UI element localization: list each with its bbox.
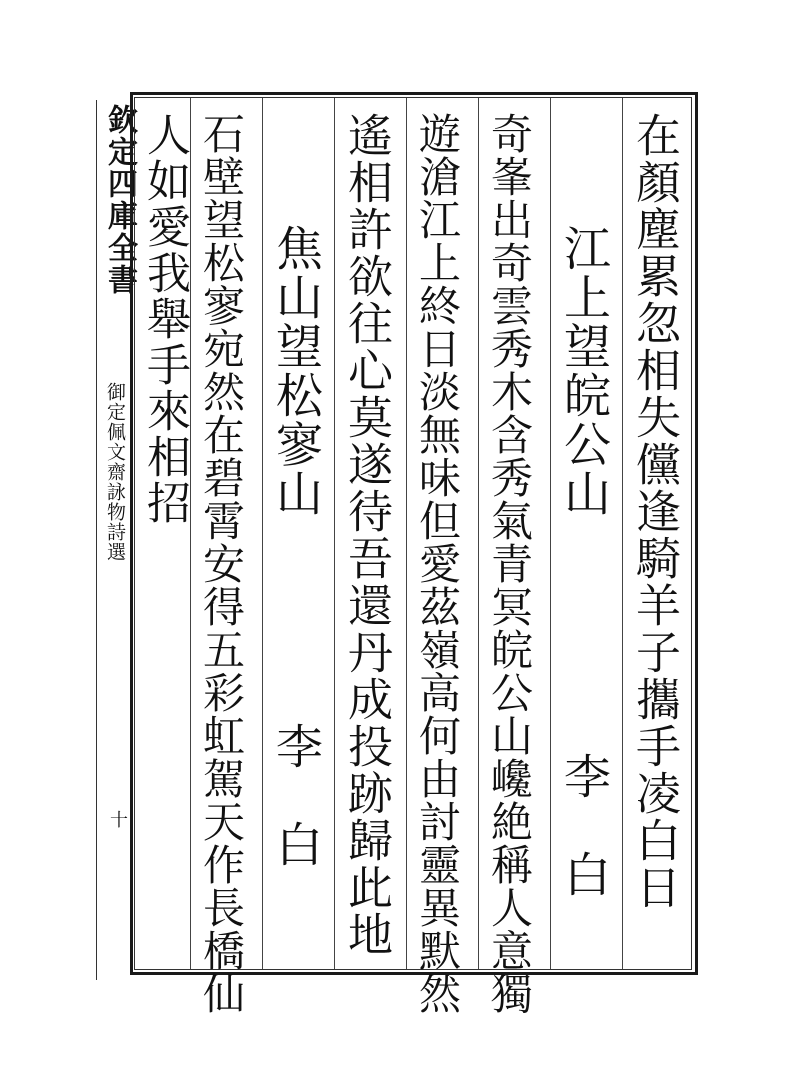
text-column-7: 石壁望松寥宛然在碧霄安得五彩虹駕天作長橋仙 [197, 112, 246, 1015]
text-column-8: 人如愛我舉手來相招 [139, 112, 190, 526]
poem-title-1: 江上望皖公山 [556, 224, 611, 518]
page-number: 十 [107, 810, 128, 828]
column-rule [334, 98, 335, 969]
book-subtitle: 御定佩文齋詠物詩選 [104, 382, 126, 562]
text-column-5: 遙相許欲往心莫遂待吾還丹成投跡歸此地 [340, 112, 393, 958]
text-column-3: 奇峯出奇雲秀木含秀氣青冥皖公山巉絶稱人意獨 [485, 112, 534, 1015]
book-title: 欽定四庫全書 [102, 104, 137, 296]
column-rule [622, 98, 623, 969]
poem-author-1: 李 白 [556, 752, 611, 899]
column-rule [406, 98, 407, 969]
poem-title-2: 焦山望松寥山 [268, 224, 323, 518]
column-rule [262, 98, 263, 969]
column-rule [478, 98, 479, 969]
column-rule [190, 98, 191, 969]
poem-author-2: 李 白 [268, 722, 323, 869]
text-column-4: 遊滄江上終日淡無味但愛茲嶺高何由討靈異默然 [413, 112, 462, 1015]
text-column-1: 在顏塵累忽相失儻逢騎羊子攜手凌白日 [628, 112, 681, 911]
column-rule [550, 98, 551, 969]
